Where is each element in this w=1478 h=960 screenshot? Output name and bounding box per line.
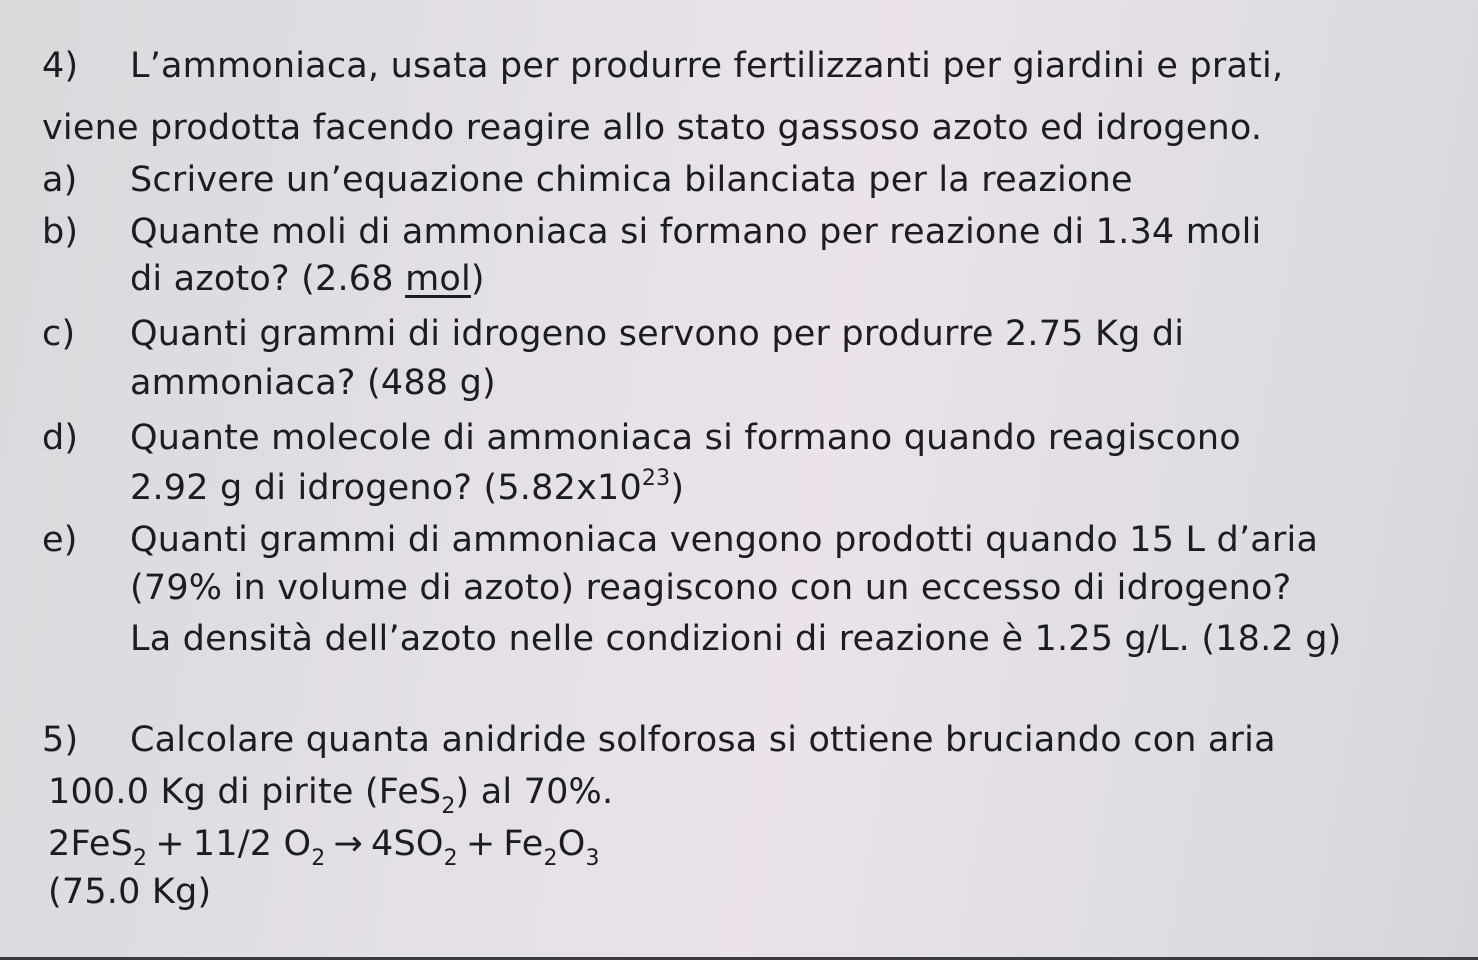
question-c-line-1: c) Quanti grammi di idrogeno servono per produrre 2.75 Kg di <box>42 314 1185 354</box>
question-d-label: d) <box>42 418 79 458</box>
question-a-label: a) <box>42 160 78 200</box>
reaction-equation: 2FeS$_2$ + 11/2 $O_2 \to 4SO_2 + Fe_2O_3$ <box>48 824 600 871</box>
problem-5-line-2: 100.0 Kg di pirite (FeS$_2$) al 70%. <box>48 772 614 819</box>
question-e-line-3: La densità dell’azoto nelle condizioni di reazione è 1.25 g/L. (18.2 g) <box>130 619 1342 659</box>
question-e-line-2: (79% in volume di azoto) reagiscono con un eccesso di idrogeno? <box>130 568 1292 608</box>
question-c-line-2: ammoniaca? (488 g) <box>130 363 496 403</box>
mol-unit-underlined: mol <box>405 259 471 299</box>
problem-5-number: 5) <box>42 720 79 760</box>
question-e-label: e) <box>42 520 78 560</box>
problem-5-answer: (75.0 Kg) <box>48 872 212 912</box>
exponent: 23 <box>641 466 671 491</box>
question-d-line-2: 2.92 g di idrogeno? $(5.82x10^{23})$ <box>130 466 685 508</box>
problem-4-intro-line-1: 4) L’ammoniaca, usata per produrre fertilizzanti per giardini e prati, <box>42 46 1284 86</box>
question-d-line-1: d) Quante molecole di ammoniaca si formano quando reagiscono <box>42 418 1241 458</box>
question-b-line-2: di azoto? (2.68 mol) <box>130 259 485 299</box>
problem-4-intro-line-2: viene prodotta facendo reagire allo stato gassoso azoto ed idrogeno. <box>42 108 1263 148</box>
question-a-text: Scrivere un’equazione chimica bilanciata per la reazione <box>130 160 1133 200</box>
reaction-arrow-icon: → <box>333 824 363 864</box>
question-b-label: b) <box>42 212 79 252</box>
problem-5-line-1: 5) Calcolare quanta anidride solforosa si ottiene bruciando con aria <box>42 720 1276 760</box>
question-c-label: c) <box>42 314 76 354</box>
question-e-line-1: e) Quanti grammi di ammoniaca vengono prodotti quando 15 L d’aria <box>42 520 1319 560</box>
question-b-line-1: b) Quante moli di ammoniaca si formano per reazione di 1.34 moli <box>42 212 1262 252</box>
question-a <box>42 158 1133 202</box>
problem-4-number: 4) <box>42 46 79 86</box>
